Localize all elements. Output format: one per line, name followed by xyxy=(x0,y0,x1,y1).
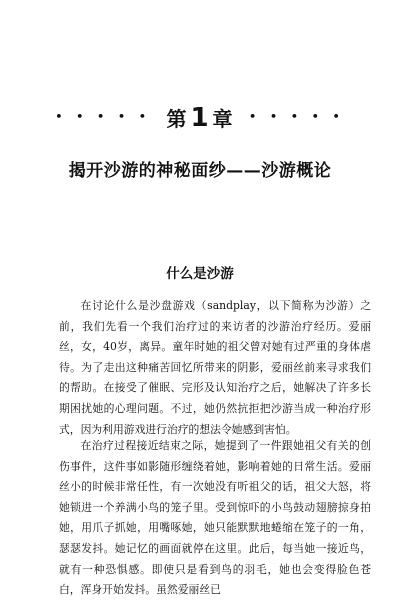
chapter-suffix: 章 xyxy=(212,107,234,131)
chapter-label xyxy=(166,103,233,133)
decorative-dots-right: • • • • • xyxy=(249,109,345,123)
chapter-number: 1 xyxy=(190,103,210,133)
section-heading: 什么是沙游 xyxy=(166,266,234,282)
chapter-prefix: 第 xyxy=(166,107,188,131)
chapter-heading xyxy=(0,103,400,133)
body-paragraph-1: 在讨论什么是沙盘游戏（sandplay，以下简称为沙游）之前，我们先看一个我们治疗过的来访者的沙游治疗经历。爱丽丝，女，40岁，离异。童年时她的祖父曾对她有过严重的身体虐待。为了走出这种痛苦回忆所带来的阴影，爱丽丝前来寻求我们的帮助。在接受了催眠、完形及认知治疗之后，她解决了许多长期困扰她的心理问题。不过，她仍然抗拒把沙游当成一种治疗形式，因为利用游戏进行治疗的想法令她感到害怕。 xyxy=(59,299,371,436)
decorative-dots-left: • • • • • xyxy=(55,109,151,123)
chapter-title: 揭开沙游的神秘面纱——沙游概论 xyxy=(68,161,332,181)
body-paragraph-2: 在治疗过程接近结束之际，她提到了一件跟她祖父有关的创伤事件，这件事如影随形缠绕着她，影响着她的日常生活。爱丽丝小的时候非常任性，有一次她没有听祖父的话，祖父大怒，将她锁进一个养满小鸟的笼子里。受到惊吓的小鸟鼓动翅膀掠身拍她，用爪子抓她，用嘴啄她，她只能默默地蜷缩在笼子的一角，瑟瑟发抖。她记忆的画面就停在这里。此后，每当她一接近鸟，就有一种恐惧感。即使只是看到鸟的羽毛，她也会变得脸色苍白，浑身开始发抖。虽然爱丽丝已 xyxy=(59,439,371,597)
